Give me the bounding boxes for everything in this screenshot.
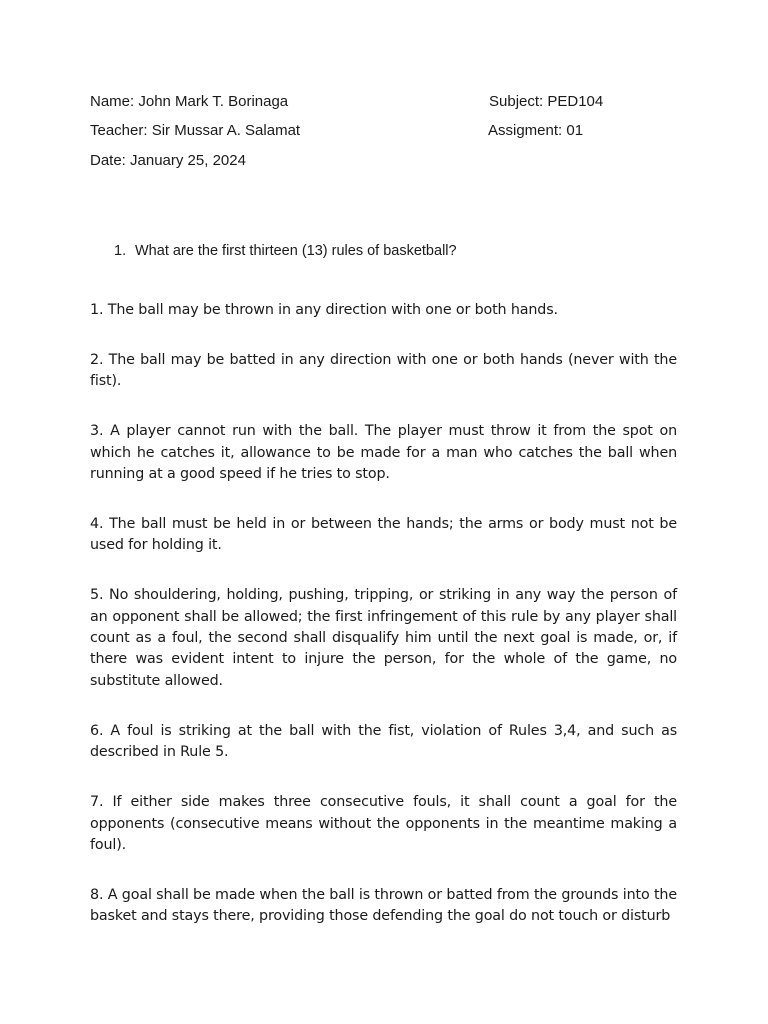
rule-paragraph-1: 1. The ball may be thrown in any direction with one or both hands.	[90, 302, 558, 318]
student-name: Name: John Mark T. Borinaga	[90, 93, 289, 110]
question-text: What are the first thirteen (13) rules of basketball?	[135, 243, 457, 259]
assignment-date: Date: January 25, 2024	[90, 152, 246, 169]
rule-paragraph-4: 4. The ball must be held in or between the hands; the arms or body must not be used for holding it.	[90, 515, 677, 554]
teacher-name: Teacher: Sir Mussar A. Salamat	[90, 122, 301, 139]
assignment-number: Assigment: 01	[488, 122, 584, 139]
rule-paragraph-8: 8. A goal shall be made when the ball is thrown or batted from the grounds into the basket and stays there, providing those defending the goal do not touch or disturb	[90, 886, 677, 925]
rule-paragraph-6: 6. A foul is striking at the ball with the fist, violation of Rules 3,4, and such as described in Rule 5.	[90, 722, 677, 761]
question-heading	[114, 242, 457, 260]
subject-label: Subject: PED104	[489, 93, 604, 110]
rule-paragraph-3: 3. A player cannot run with the ball. The player must throw it from the spot on which he catches it, allowance to be made for a man who catches the ball when running at a good speed if he tries to stop.	[90, 423, 677, 483]
rules-list	[90, 300, 677, 928]
rule-paragraph-2: 2. The ball may be batted in any direction with one or both hands (never with the fist).	[90, 351, 677, 390]
rule-paragraph-7: 7. If either side makes three consecutive fouls, it shall count a goal for the opponents (consecutive means without the opponents in the meantime making a foul).	[90, 794, 677, 853]
rule-paragraph-5: 5. No shouldering, holding, pushing, tripping, or striking in any way the person of an opponent shall be allowed; the first infringement of this rule by any player shall count as a foul, the second shall disqualify him until the next goal is made, or, if there was evident intent to injure the person, for the whole of the game, no substitute allowed.	[90, 587, 677, 689]
question-number: 1.	[114, 243, 127, 259]
